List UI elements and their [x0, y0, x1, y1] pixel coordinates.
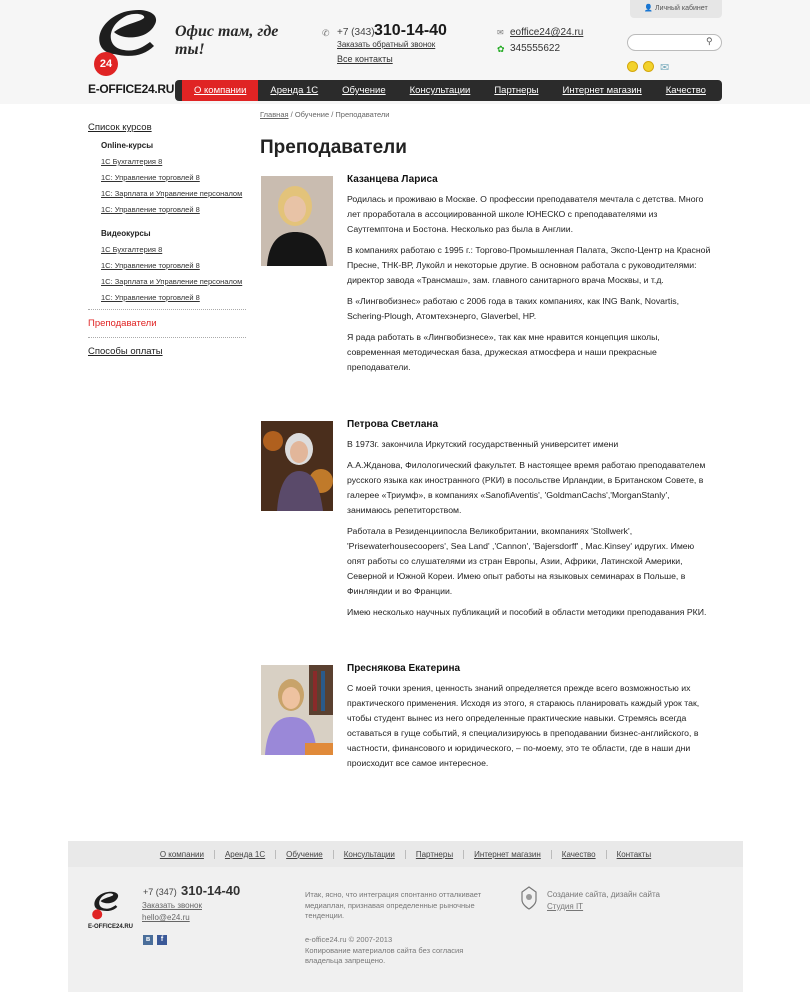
phone-number: 310-14-40: [374, 22, 447, 39]
teacher-name: Казанцева Лариса: [347, 174, 438, 185]
search-icon[interactable]: ⚲: [706, 36, 713, 46]
nav-rent[interactable]: Аренда 1С: [270, 85, 319, 96]
teacher-photo: [261, 421, 333, 511]
smile-icon[interactable]: [627, 61, 638, 72]
icq-number: 345555622: [510, 43, 561, 54]
email-link[interactable]: eoffice24@24.ru: [510, 27, 584, 38]
nav-shop[interactable]: Интернет магазин: [562, 85, 642, 96]
phone-code: +7 (343): [337, 27, 375, 38]
bio-paragraph: Я рада работать в «Лингвобизнесе», так как мне нравится концепция школы, современная методическая база, дружеская атмосфера и наши прекрасные преподаватели.: [347, 332, 660, 372]
logo-text: E-OFFICE24.RU: [88, 82, 175, 96]
footer-nav-item[interactable]: Качество: [552, 850, 607, 859]
portrait-icon: [261, 421, 333, 511]
footer-nav-item[interactable]: Консультации: [334, 850, 406, 859]
vk-icon[interactable]: в: [143, 935, 153, 945]
all-contacts-link[interactable]: Все контакты: [337, 54, 393, 64]
footer-nav-item[interactable]: Обучение: [276, 850, 334, 859]
personal-cabinet-link[interactable]: [630, 0, 722, 18]
footer-nav: [68, 841, 743, 867]
envelope-icon[interactable]: ✉: [660, 62, 670, 74]
teacher-photo: [261, 176, 333, 266]
bio-paragraph: Родилась и проживаю в Москве. О профессии преподавателя мечтала с детства. Много лет проработала в ассоциированной школе ЮНЕСКО с преподавателями из Саутгемптона и Бостона. Несколько раз была в Англии.: [347, 194, 704, 234]
nav-partners[interactable]: Партнеры: [494, 85, 539, 96]
sidebar-video-item[interactable]: 1С Бухгалтерия 8: [101, 245, 163, 254]
sidebar-video-item[interactable]: 1С: Управление торговлей 8: [101, 293, 200, 302]
teacher-bio: [347, 192, 712, 381]
main-nav: [175, 80, 722, 101]
teacher-name: Преснякова Екатерина: [347, 663, 461, 674]
logo-badge: 24: [94, 52, 118, 76]
sidebar-video-item[interactable]: 1С: Зарплата и Управление персоналом: [101, 277, 243, 286]
user-icon: 👤: [644, 5, 655, 12]
nav-quality[interactable]: Качество: [665, 85, 706, 96]
studio-emblem-icon: [520, 886, 538, 910]
sidebar-online-item[interactable]: 1С: Управление торговлей 8: [101, 205, 200, 214]
phone-icon: ✆: [322, 28, 330, 38]
teacher-name: Петрова Светлана: [347, 419, 439, 430]
sidebar-video-item[interactable]: 1С: Управление торговлей 8: [101, 261, 200, 270]
breadcrumb: [260, 110, 390, 119]
logo-e-icon: [88, 886, 124, 926]
video-heading: Видеокурсы: [101, 229, 151, 238]
divider: [88, 337, 246, 338]
sidebar: [88, 122, 246, 365]
sidebar-teachers-link[interactable]: Преподаватели: [88, 318, 157, 329]
bio-paragraph: Работала в Резиденциипосла Великобритании, вкомпаниях 'Stollwerk', 'Prisewaterhousecoopers', Sea Land' ,'Cannon', 'Bajersdorff' , Mac.Kinsey' идругих. Имею опят работы со слушателями из стран Европы, Азии, Африки, Латинской Америки, Северной и Южной Кореи. Имею опыт работы на языковых семинарах в Польше, в Финляндии и во Франции.: [347, 526, 695, 596]
copy-notice: Копирование материалов сайта без согласия владельца запрещено.: [305, 945, 464, 965]
sidebar-online-item[interactable]: 1С: Управление торговлей 8: [101, 173, 200, 182]
sidebar-online-item[interactable]: 1С: Зарплата и Управление персоналом: [101, 189, 243, 198]
teacher-bio: [347, 437, 712, 626]
callback-link[interactable]: Заказать обратный звонок: [337, 40, 436, 49]
online-heading: Online-курсы: [101, 141, 154, 150]
smile-neutral-icon[interactable]: [643, 61, 654, 72]
portrait-icon: [261, 176, 333, 266]
facebook-icon[interactable]: f: [157, 935, 167, 945]
mail-icon: ✉: [497, 28, 504, 37]
copyright-line: e-office24.ru © 2007-2013: [305, 935, 393, 944]
footer-nav-item[interactable]: О компании: [150, 850, 215, 859]
footer-phone-number: 310-14-40: [181, 883, 241, 898]
breadcrumb-sep: /: [331, 110, 334, 119]
breadcrumb-education[interactable]: Обучение: [294, 110, 330, 119]
footer-nav-item[interactable]: Партнеры: [406, 850, 464, 859]
sidebar-payment-link[interactable]: Способы оплаты: [88, 346, 163, 357]
portrait-icon: [261, 665, 333, 755]
footer-text: Итак, ясно, что интеграция спонтанно отталкивает медиаплан, признавая определенные рыночные тенденции.: [305, 890, 482, 920]
footer-email-link[interactable]: hello@e24.ru: [142, 913, 190, 922]
studio-link[interactable]: Студия IT: [547, 902, 584, 911]
bio-paragraph: В 1973г. закончила Иркутский государственный университет имени: [347, 439, 619, 449]
page-title: Преподаватели: [260, 137, 407, 158]
footer-nav-item[interactable]: Интернет магазин: [464, 850, 552, 859]
footer-phone-code: +7 (347): [143, 887, 177, 897]
bio-paragraph: Имею несколько научных публикаций и пособий в области методики преподавания РКИ.: [347, 607, 707, 617]
footer-callback-link[interactable]: Заказать звонок: [142, 901, 202, 910]
nav-consulting[interactable]: Консультации: [409, 85, 471, 96]
footer-nav-item[interactable]: Контакты: [616, 849, 652, 859]
cabinet-label: Личный кабинет: [655, 5, 708, 12]
breadcrumb-sep: /: [290, 110, 293, 119]
studio-credit: Создание сайта, дизайн сайта: [547, 890, 660, 899]
teacher-photo: [261, 665, 333, 755]
footer-copyright: [305, 935, 465, 967]
sidebar-online-item[interactable]: 1С Бухгалтерия 8: [101, 157, 163, 166]
breadcrumb-current: Преподаватели: [335, 110, 390, 119]
slogan: Офис там, где ты!: [175, 23, 279, 58]
bio-paragraph: А.А.Жданова, Филологический факультет. В настоящее время работаю преподавателем русского языка как иностранного (РКИ) в посольстве Ирландии, в Британском Совете, в галерее «Триумф», в компаниях «SanofiAventis', 'GoldmanCachs','MorganStanly', занимаюсь репетиторством.: [347, 460, 706, 515]
sidebar-courses-link[interactable]: Список курсов: [88, 122, 152, 133]
footer-logo[interactable]: [88, 886, 124, 926]
bio-paragraph: В компаниях работаю с 1995 г.: Торгово-Промышленная Палата, Экспо-Центр на Красной Пресне, ТНК-ВР, Лукойл и некоторые другие. В основном работала с руководителями: директор завода «Трансмаш», зам. главного санитарного врача Москвы, и т.д.: [347, 245, 711, 285]
icq-icon: ✿: [497, 44, 505, 54]
divider: [88, 309, 246, 310]
bio-paragraph: В «Лингвобизнес» работаю с 2006 года в таких компаниях, как ING Bank, Novartis, Schering-Plough, Атомтехэнерго, Glaverbel, HP.: [347, 296, 680, 321]
bio-paragraph: С моей точки зрения, ценность знаний определяется прежде всего возможностью их практического применения. Исходя из этого, я стараюсь планировать каждый урок так, чтобы студент вынес из него определенные практические навыки. Стремясь всегда оставаться в гуще событий, я специализируюсь в преподавании бизнес-английского, в частности, финансового и юридического, – по-моему, это те области, где в наши дни происходит все самое интересное.: [347, 683, 700, 768]
nav-education[interactable]: Обучение: [342, 85, 386, 96]
breadcrumb-home[interactable]: Главная: [260, 110, 289, 119]
footer-nav-item[interactable]: Аренда 1С: [215, 850, 276, 859]
teacher-bio: [347, 681, 712, 777]
footer-logo-text: E-OFFICE24.RU: [88, 924, 134, 930]
nav-about[interactable]: О компании: [182, 80, 258, 101]
